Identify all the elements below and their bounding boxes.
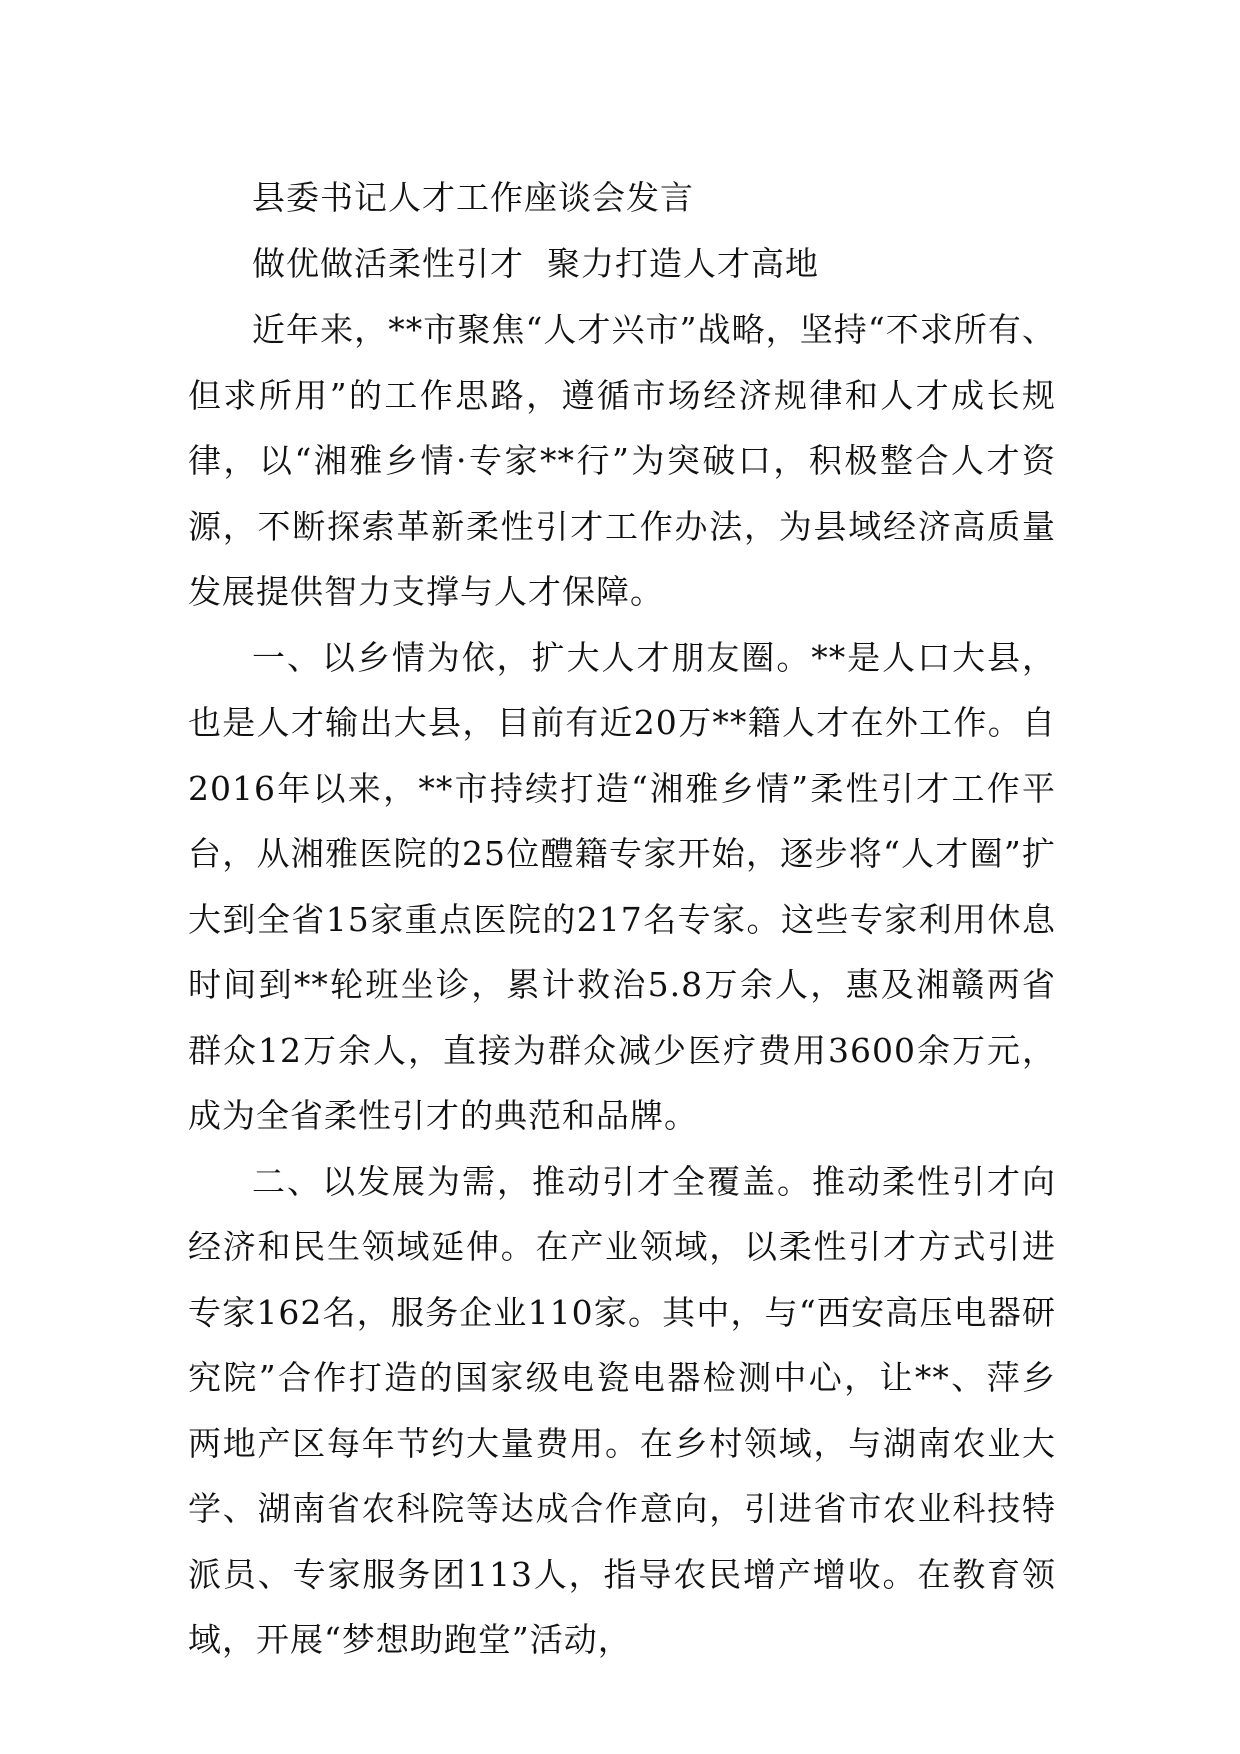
document-body: [188, 165, 1056, 1673]
document-subtitle: 做优做活柔性引才 聚力打造人才高地: [252, 244, 819, 283]
paragraph-section-one: 一、以乡情为依，扩大人才朋友圈。**是人口大县，也是人才输出大县，目前有近20万**籍人才在外工作。自2016年以来，**市持续打造“湘雅乡情”柔性引才工作平台，从湘雅医院的25位醴籍专家开始，逐步将“人才圈”扩大到全省15家重点医院的217名专家。这些专家利用休息时间到**轮班坐诊，累计救治5.8万余人，惠及湘赣两省群众12万余人，直接为群众减少医疗费用3600余万元，成为全省柔性引才的典范和品牌。: [188, 637, 1056, 1135]
document-title: 县委书记人才工作座谈会发言: [252, 178, 694, 217]
paragraph-section-two: 二、以发展为需，推动引才全覆盖。推动柔性引才向经济和民生领域延伸。在产业领域，以柔性引才方式引进专家162名，服务企业110家。其中，与“西安高压电器研究院”合作打造的国家级电瓷电器检测中心，让**、萍乡两地产区每年节约大量费用。在乡村领域，与湖南农业大学、湖南省农科院等达成合作意向，引进省市农业科技特派员、专家服务团113人，指导农民增产增收。在教育领域，开展“梦想助跑堂”活动，: [188, 1161, 1056, 1659]
paragraph-intro: 近年来，**市聚焦“人才兴市”战略，坚持“不求所有、但求所用”的工作思路，遵循市场经济规律和人才成长规律，以“湘雅乡情·专家**行”为突破口，积极整合人才资源，不断探索革新柔性引才工作办法，为县域经济高质量发展提供智力支撑与人才保障。: [188, 310, 1056, 611]
